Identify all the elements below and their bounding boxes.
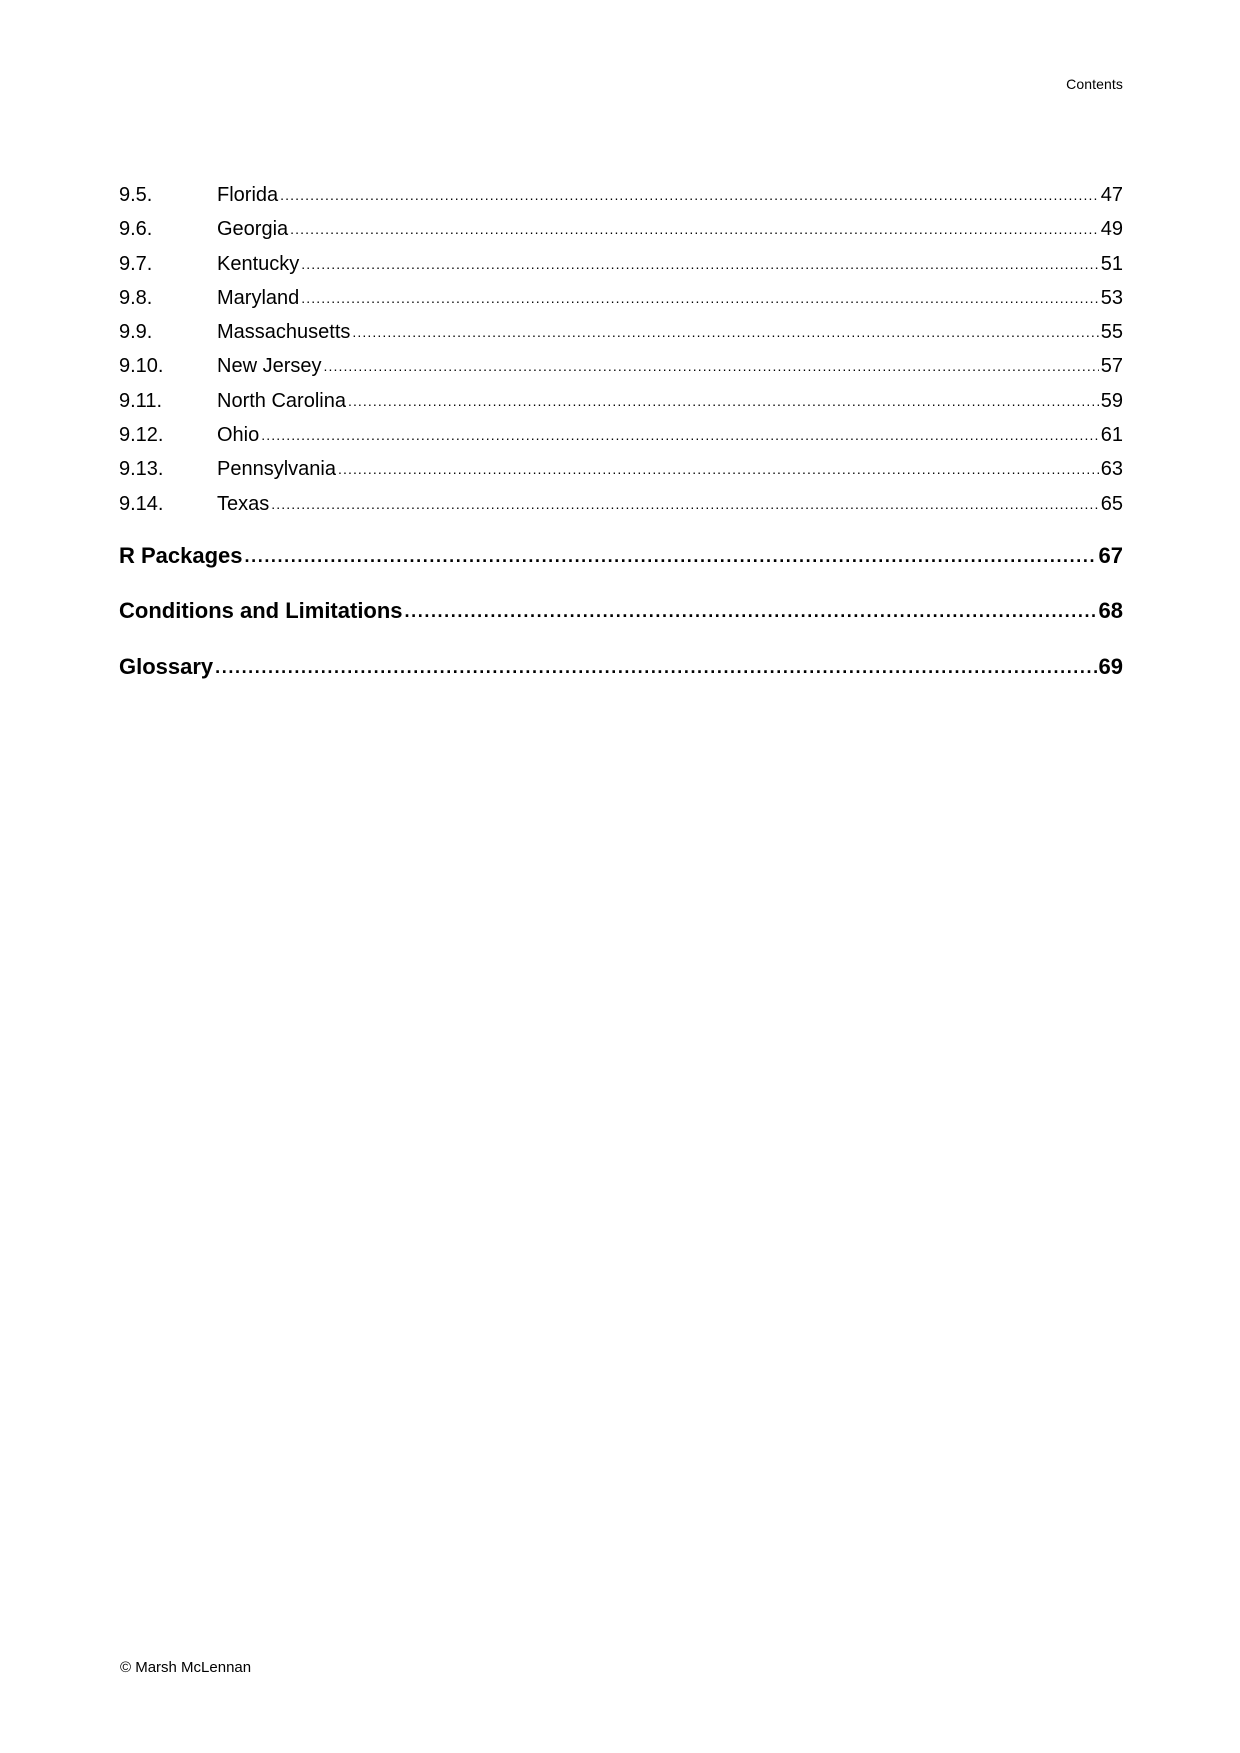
toc-entry-massachusetts[interactable]: [119, 315, 1123, 349]
toc-entry-title: Glossary: [119, 653, 214, 679]
toc-entry-maryland[interactable]: [119, 281, 1123, 315]
toc-dot-leader: [323, 349, 1098, 383]
toc-entry-page: 59: [1100, 389, 1123, 412]
toc-entry-pennsylvania[interactable]: [119, 452, 1123, 486]
toc-entry-page: 69: [1098, 653, 1123, 679]
toc-entry-number: 9.8.: [119, 286, 153, 309]
toc-entry-title: R Packages: [119, 542, 243, 568]
toc-entry-page: 65: [1100, 492, 1123, 515]
toc-dot-leader: [352, 315, 1098, 349]
toc-dot-leader: [338, 452, 1099, 486]
toc-dot-leader: [290, 212, 1099, 246]
toc-entry-kentucky[interactable]: [119, 247, 1123, 281]
toc-entry-title: Georgia: [217, 218, 289, 241]
toc-entry-title: North Carolina: [217, 389, 346, 412]
toc-entry-north-carolina[interactable]: [119, 384, 1123, 418]
toc-entry-number: 9.11.: [119, 389, 162, 412]
toc-dot-leader: [271, 487, 1099, 521]
toc-entry-title: Massachusetts: [217, 321, 351, 344]
toc-entry-texas[interactable]: [119, 487, 1123, 521]
toc-entry-title: Pennsylvania: [217, 458, 336, 481]
toc-entry-number: 9.7.: [119, 252, 153, 275]
table-of-contents: [119, 178, 1123, 694]
toc-dot-leader: [280, 178, 1099, 212]
toc-entry-number: 9.12.: [119, 424, 164, 447]
toc-entry-title: Texas: [217, 492, 270, 515]
toc-entry-page: 53: [1100, 286, 1123, 309]
toc-entry-florida[interactable]: [119, 178, 1123, 212]
toc-entry-number: 9.14.: [119, 492, 164, 515]
toc-dot-leader: [301, 247, 1098, 281]
footer-copyright: © Marsh McLennan: [120, 1659, 252, 1676]
toc-entry-page: 51: [1100, 252, 1123, 275]
toc-entry-number: 9.5.: [119, 184, 153, 206]
toc-entry-page: 68: [1098, 598, 1123, 624]
toc-entry-page: 49: [1100, 218, 1123, 241]
toc-entry-number: 9.6.: [119, 218, 153, 241]
toc-entry-conditions-and-limitations[interactable]: [119, 583, 1123, 639]
toc-subsection-list: [119, 178, 1123, 521]
toc-entry-page: 63: [1100, 458, 1123, 481]
toc-entry-page: 67: [1098, 542, 1123, 568]
toc-entry-number: 9.13.: [119, 458, 164, 481]
toc-entry-title: Florida: [217, 184, 279, 206]
toc-entry-ohio[interactable]: [119, 418, 1123, 452]
toc-dot-leader: [405, 584, 1097, 640]
toc-dot-leader: [245, 529, 1097, 585]
toc-main-section-list: [119, 528, 1123, 695]
toc-entry-number: 9.10.: [119, 355, 164, 378]
toc-entry-new-jersey[interactable]: [119, 349, 1123, 383]
toc-entry-title: Maryland: [217, 286, 300, 309]
toc-entry-page: 57: [1100, 355, 1123, 378]
toc-entry-page: 47: [1100, 184, 1123, 206]
toc-entry-title: Conditions and Limitations: [119, 598, 403, 624]
toc-entry-number: 9.9.: [119, 321, 153, 344]
toc-entry-title: Kentucky: [217, 252, 300, 275]
toc-entry-r-packages[interactable]: [119, 528, 1123, 584]
toc-entry-page: 61: [1100, 424, 1123, 447]
toc-dot-leader: [301, 281, 1098, 315]
toc-dot-leader: [261, 418, 1099, 452]
toc-entry-title: New Jersey: [217, 355, 322, 378]
toc-entry-title: Ohio: [217, 424, 260, 447]
toc-entry-georgia[interactable]: [119, 212, 1123, 246]
toc-dot-leader: [215, 640, 1096, 696]
toc-entry-glossary[interactable]: [119, 639, 1123, 695]
toc-entry-page: 55: [1100, 321, 1123, 344]
page-header-title: Contents: [1066, 76, 1123, 92]
toc-dot-leader: [348, 384, 1099, 418]
